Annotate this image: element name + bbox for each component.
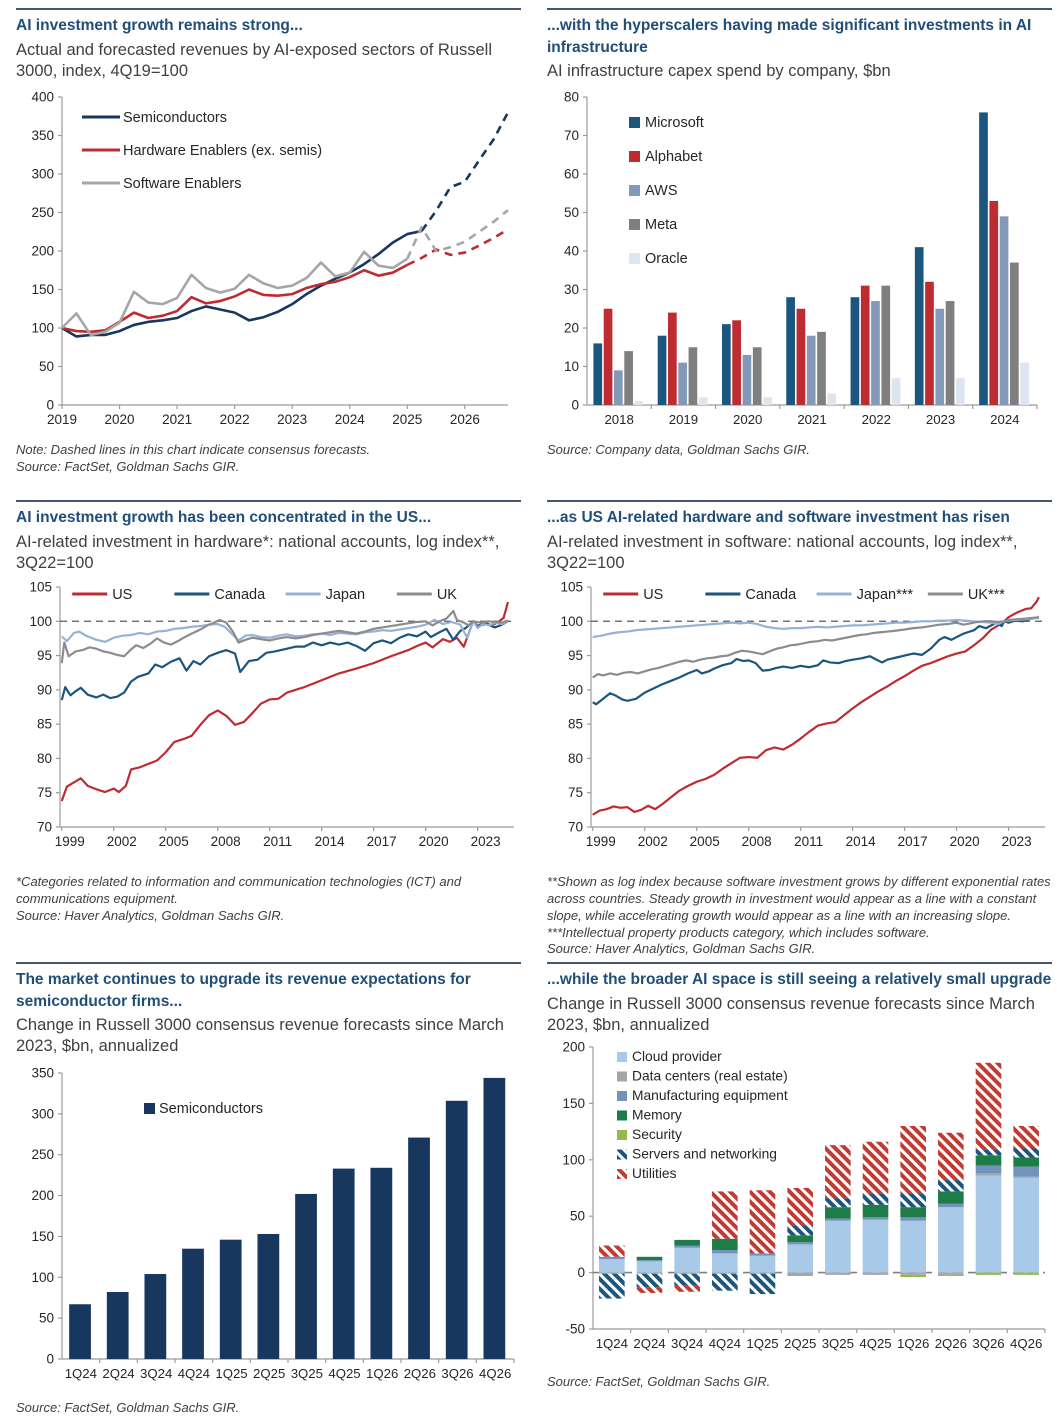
note-line: Source: FactSet, Goldman Sachs GIR. — [16, 1399, 240, 1415]
svg-text:Data centers (real estate): Data centers (real estate) — [632, 1068, 788, 1084]
svg-text:2023: 2023 — [277, 411, 308, 427]
svg-text:2002: 2002 — [106, 833, 137, 849]
svg-text:2Q24: 2Q24 — [633, 1335, 666, 1351]
panel-subtitle: Change in Russell 3000 consensus revenue forecasts since March 2023, $bn, annualized — [547, 994, 1035, 1034]
svg-text:US: US — [112, 586, 133, 603]
svg-text:2020: 2020 — [733, 412, 763, 428]
svg-text:Canada: Canada — [214, 586, 266, 603]
svg-text:150: 150 — [31, 1228, 54, 1244]
svg-text:100: 100 — [31, 1269, 54, 1285]
svg-text:4Q25: 4Q25 — [859, 1335, 892, 1351]
svg-text:2005: 2005 — [689, 833, 720, 849]
panel-title: ...with the hyperscalers having made significant investments in AI infrastructure — [547, 17, 1032, 56]
svg-text:2018: 2018 — [604, 412, 634, 428]
svg-text:4Q24: 4Q24 — [708, 1335, 741, 1351]
panel-notes — [16, 442, 521, 476]
svg-text:350: 350 — [31, 1065, 54, 1081]
svg-text:0: 0 — [571, 397, 579, 413]
hardware-line-chart — [16, 579, 521, 871]
svg-text:Software Enablers: Software Enablers — [123, 175, 242, 192]
svg-text:2Q25: 2Q25 — [784, 1335, 817, 1351]
svg-text:UK***: UK*** — [967, 586, 1005, 603]
svg-text:90: 90 — [36, 682, 52, 698]
panel-subtitle: Change in Russell 3000 consensus revenue forecasts since March 2023, $bn, annualized — [16, 1016, 504, 1056]
svg-text:2020: 2020 — [104, 411, 135, 427]
svg-text:1Q25: 1Q25 — [215, 1365, 248, 1381]
svg-text:Oracle: Oracle — [645, 251, 688, 268]
svg-text:4Q24: 4Q24 — [177, 1365, 210, 1381]
svg-text:250: 250 — [31, 1146, 54, 1162]
svg-text:Japan: Japan — [325, 586, 366, 603]
svg-text:3Q24: 3Q24 — [671, 1335, 704, 1351]
svg-text:2020: 2020 — [418, 833, 449, 849]
svg-text:2022: 2022 — [219, 411, 250, 427]
svg-text:1Q24: 1Q24 — [64, 1365, 97, 1381]
svg-text:Japan***: Japan*** — [856, 586, 914, 603]
svg-text:300: 300 — [31, 166, 54, 182]
note-line: ***Intellectual property products category, which includes software. — [547, 924, 930, 940]
panel-notes — [16, 874, 521, 925]
note-line: **Shown as log index because software investment grows by different exponential rates across countries. Steady growth in investment would appear as a line with a constant slope, while accelerating growth would appear as a line with an increasing slope. — [547, 873, 1051, 923]
svg-text:90: 90 — [567, 682, 583, 698]
svg-text:Servers and networking: Servers and networking — [632, 1146, 777, 1162]
note-line: Source: Haver Analytics, Goldman Sachs GIR. — [16, 907, 285, 923]
svg-text:50: 50 — [38, 358, 54, 374]
software-line-chart — [547, 579, 1052, 871]
svg-text:Cloud provider: Cloud provider — [632, 1048, 722, 1064]
svg-text:2008: 2008 — [210, 833, 241, 849]
capex-bar-chart — [547, 87, 1047, 439]
svg-text:2023: 2023 — [1001, 833, 1032, 849]
note-line: Source: FactSet, Goldman Sachs GIR. — [547, 1373, 771, 1389]
svg-text:0: 0 — [577, 1265, 585, 1281]
svg-text:1999: 1999 — [585, 833, 616, 849]
svg-text:80: 80 — [567, 750, 583, 766]
panel-notes — [547, 1374, 1052, 1391]
panel-hardware — [16, 500, 521, 962]
svg-text:100: 100 — [29, 613, 52, 629]
svg-text:2019: 2019 — [46, 411, 78, 427]
svg-text:Semiconductors: Semiconductors — [159, 1100, 263, 1117]
svg-text:105: 105 — [560, 579, 583, 595]
svg-text:2002: 2002 — [637, 833, 668, 849]
svg-text:100: 100 — [31, 320, 54, 336]
svg-text:85: 85 — [567, 716, 583, 732]
svg-text:40: 40 — [563, 243, 579, 259]
svg-text:2026: 2026 — [449, 411, 480, 427]
svg-text:4Q26: 4Q26 — [479, 1365, 512, 1381]
svg-text:3Q26: 3Q26 — [441, 1365, 474, 1381]
svg-text:80: 80 — [563, 89, 579, 105]
svg-text:10: 10 — [563, 359, 579, 375]
svg-text:95: 95 — [567, 647, 583, 663]
svg-text:AWS: AWS — [645, 183, 678, 200]
svg-text:3Q26: 3Q26 — [972, 1335, 1005, 1351]
panel-software — [547, 500, 1052, 962]
svg-text:30: 30 — [563, 282, 579, 298]
svg-text:70: 70 — [36, 819, 52, 835]
note-line: *Categories related to information and communication technologies (ICT) and communications equipment. — [16, 873, 462, 906]
svg-text:Microsoft: Microsoft — [645, 115, 704, 132]
svg-text:3Q25: 3Q25 — [290, 1365, 323, 1381]
svg-text:1999: 1999 — [54, 833, 85, 849]
svg-text:200: 200 — [31, 243, 54, 259]
svg-text:70: 70 — [563, 128, 579, 144]
svg-text:4Q25: 4Q25 — [328, 1365, 361, 1381]
svg-text:Semiconductors: Semiconductors — [123, 109, 227, 126]
svg-text:2011: 2011 — [263, 833, 293, 849]
svg-text:80: 80 — [36, 750, 52, 766]
panel-title: ...as US AI-related hardware and software investment has risen — [547, 509, 1010, 526]
note-line: Source: Company data, Goldman Sachs GIR. — [547, 442, 811, 458]
svg-text:0: 0 — [46, 1351, 54, 1367]
revenues-line-chart — [16, 87, 516, 439]
panel-subtitle: AI-related investment in hardware*: national accounts, log index**, 3Q22=100 — [16, 532, 500, 572]
svg-text:95: 95 — [36, 647, 52, 663]
svg-text:2019: 2019 — [668, 412, 699, 428]
panel-revenues — [16, 8, 521, 500]
svg-text:2008: 2008 — [741, 833, 772, 849]
panel-subtitle: AI infrastructure capex spend by company, $bn — [547, 62, 891, 81]
panel-capex — [547, 8, 1052, 500]
svg-text:2024: 2024 — [334, 411, 365, 427]
svg-text:Utilities: Utilities — [632, 1165, 677, 1181]
svg-text:85: 85 — [36, 716, 52, 732]
svg-text:4Q26: 4Q26 — [1010, 1335, 1043, 1351]
svg-text:2Q24: 2Q24 — [102, 1365, 135, 1381]
svg-text:US: US — [643, 586, 664, 603]
svg-text:200: 200 — [31, 1187, 54, 1203]
svg-text:100: 100 — [562, 1152, 585, 1168]
svg-text:50: 50 — [569, 1208, 585, 1224]
svg-text:50: 50 — [38, 1310, 54, 1326]
svg-text:2005: 2005 — [158, 833, 189, 849]
svg-text:100: 100 — [560, 613, 583, 629]
svg-text:1Q26: 1Q26 — [366, 1365, 399, 1381]
panel-title: ...while the broader AI space is still seeing a relatively small upgrade — [547, 971, 1052, 988]
svg-text:2024: 2024 — [990, 412, 1020, 428]
svg-text:75: 75 — [567, 785, 583, 801]
panel-notes — [16, 1400, 521, 1416]
svg-text:-50: -50 — [565, 1321, 585, 1337]
svg-text:2017: 2017 — [366, 833, 397, 849]
svg-text:75: 75 — [36, 785, 52, 801]
svg-text:UK: UK — [436, 586, 457, 603]
svg-text:Canada: Canada — [745, 586, 797, 603]
svg-text:2017: 2017 — [897, 833, 928, 849]
svg-text:3Q24: 3Q24 — [140, 1365, 173, 1381]
panel-notes — [547, 442, 1052, 459]
svg-text:Alphabet: Alphabet — [645, 149, 703, 166]
semis-upgrade-bar-chart — [16, 1063, 521, 1397]
svg-text:1Q25: 1Q25 — [746, 1335, 779, 1351]
svg-text:20: 20 — [563, 320, 579, 336]
svg-text:2023: 2023 — [925, 412, 956, 428]
svg-text:2025: 2025 — [392, 411, 423, 427]
panel-semis-upgrade — [16, 962, 521, 1416]
svg-text:Memory: Memory — [632, 1107, 682, 1123]
svg-text:2Q26: 2Q26 — [934, 1335, 967, 1351]
svg-text:Manufacturing equipment: Manufacturing equipment — [632, 1087, 788, 1103]
svg-text:70: 70 — [567, 819, 583, 835]
svg-text:Hardware Enablers (ex. semis): Hardware Enablers (ex. semis) — [123, 142, 323, 159]
svg-text:2Q26: 2Q26 — [403, 1365, 436, 1381]
svg-text:2022: 2022 — [861, 412, 891, 428]
panel-title: AI investment growth has been concentrated in the US... — [16, 509, 432, 526]
svg-text:2Q25: 2Q25 — [253, 1365, 286, 1381]
svg-text:250: 250 — [31, 204, 54, 220]
note-line: Source: Haver Analytics, Goldman Sachs GIR. — [547, 941, 816, 957]
panel-title: AI investment growth remains strong... — [16, 17, 303, 34]
svg-text:1Q24: 1Q24 — [595, 1335, 628, 1351]
svg-text:2021: 2021 — [797, 412, 827, 428]
svg-text:2020: 2020 — [949, 833, 980, 849]
svg-text:3Q25: 3Q25 — [821, 1335, 854, 1351]
svg-text:2011: 2011 — [794, 833, 824, 849]
panel-subtitle: AI-related investment in software: national accounts, log index**, 3Q22=100 — [547, 532, 1018, 572]
svg-text:2023: 2023 — [470, 833, 501, 849]
note-line: Note: Dashed lines in this chart indicate consensus forecasts. — [16, 441, 371, 457]
svg-text:0: 0 — [46, 397, 54, 413]
svg-text:200: 200 — [562, 1040, 585, 1055]
panel-title: The market continues to upgrade its revenue expectations for semiconductor firms... — [16, 971, 471, 1010]
broader-upgrade-stacked-chart — [547, 1041, 1052, 1371]
svg-text:150: 150 — [31, 281, 54, 297]
svg-text:1Q26: 1Q26 — [897, 1335, 930, 1351]
svg-text:2014: 2014 — [314, 833, 345, 849]
svg-text:150: 150 — [562, 1095, 585, 1111]
svg-text:Security: Security — [632, 1126, 682, 1142]
note-line: Source: FactSet, Goldman Sachs GIR. — [16, 458, 240, 474]
svg-text:50: 50 — [563, 205, 579, 221]
svg-text:60: 60 — [563, 166, 579, 182]
panel-notes — [547, 874, 1052, 958]
panel-broader-upgrade — [547, 962, 1052, 1416]
panel-subtitle: Actual and forecasted revenues by AI-exposed sectors of Russell 3000, index, 4Q19=100 — [16, 40, 493, 80]
svg-text:2021: 2021 — [162, 411, 193, 427]
svg-text:350: 350 — [31, 127, 54, 143]
svg-text:400: 400 — [31, 89, 54, 105]
svg-text:2014: 2014 — [845, 833, 876, 849]
svg-text:Meta: Meta — [645, 217, 678, 234]
svg-text:105: 105 — [29, 579, 52, 595]
svg-text:300: 300 — [31, 1105, 54, 1121]
